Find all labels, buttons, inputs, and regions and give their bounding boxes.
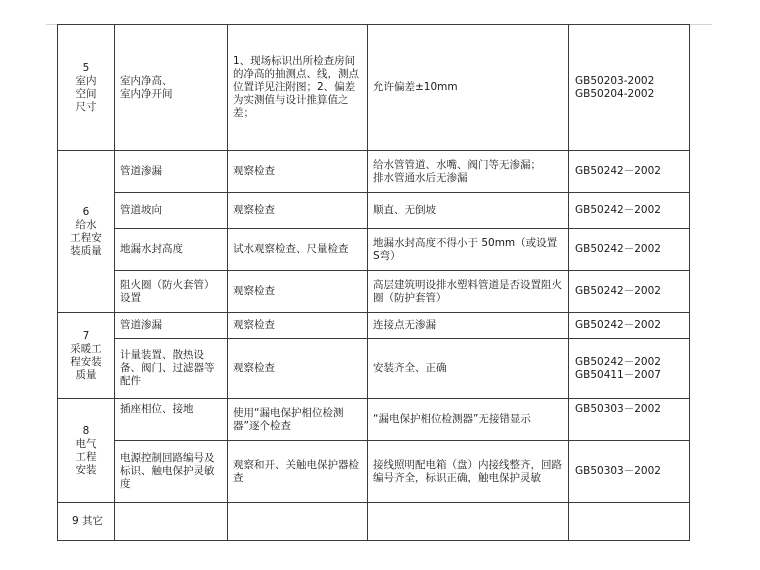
- category-label-line: 电气: [75, 437, 97, 450]
- category-label-line: 6: [82, 205, 90, 218]
- method-cell: [228, 503, 368, 541]
- table-row: [58, 399, 690, 441]
- method-cell: 观察检查: [228, 339, 368, 399]
- category-label-line: 工程安: [70, 231, 102, 244]
- inspection-table: [57, 24, 690, 541]
- standard-cell: [368, 503, 569, 541]
- code-cell: GB50242－2002: [569, 313, 690, 339]
- item-cell: 插座相位、接地: [115, 399, 228, 441]
- top-border-stub-right: [688, 24, 712, 25]
- standard-cell: 连接点无渗漏: [368, 313, 569, 339]
- category-label-line: 程安装: [70, 355, 102, 368]
- method-cell: 试水观察检查、尺量检查: [228, 229, 368, 271]
- category-cell: [58, 25, 115, 151]
- method-cell: 观察检查: [228, 271, 368, 313]
- item-cell: 管道渗漏: [115, 313, 228, 339]
- code-cell: GB50242－2002: [569, 193, 690, 229]
- table-row: [58, 229, 690, 271]
- table-row: [58, 271, 690, 313]
- table-row: [58, 25, 690, 151]
- code-cell: GB50242－2002: [569, 229, 690, 271]
- item-cell: 室内净高、 室内净开间: [115, 25, 228, 151]
- method-cell: 1、现场标识出所检查房间的净高的抽测点、线，测点位置详见注附图；2、偏差为实测值与设计推算值之差；: [228, 25, 368, 151]
- standard-cell: 高层建筑明设排水塑料管道是否设置阻火圈（防护套管）: [368, 271, 569, 313]
- category-cell: [58, 399, 115, 503]
- table-row: [58, 441, 690, 503]
- code-cell: [569, 503, 690, 541]
- category-label-line: 采暖工: [70, 342, 102, 355]
- category-label-line: 8: [82, 424, 90, 437]
- category-label-line: 尺寸: [75, 100, 97, 113]
- category-label-line: 工程: [75, 450, 97, 463]
- standard-cell: 给水管管道、水嘴、阀门等无渗漏； 排水管通水后无渗漏: [368, 151, 569, 193]
- category-label-line: 5: [82, 61, 90, 74]
- code-cell: GB50303－2002: [569, 399, 690, 441]
- standard-cell: 安装齐全、正确: [368, 339, 569, 399]
- category-label-line: 安装: [75, 463, 97, 476]
- method-cell: 观察检查: [228, 313, 368, 339]
- item-cell: 阻火圈（防火套管）设置: [115, 271, 228, 313]
- category-label-line: 质量: [75, 368, 97, 381]
- item-cell: 电源控制回路编号及标识、触电保护灵敏度: [115, 441, 228, 503]
- category-label-line: 室内: [75, 74, 97, 87]
- standard-cell: “漏电保护相位检测器”无接错显示: [368, 399, 569, 441]
- table-row: [58, 503, 690, 541]
- table-row: [58, 313, 690, 339]
- code-cell: GB50203-2002 GB50204-2002: [569, 25, 690, 151]
- item-cell: 管道坡向: [115, 193, 228, 229]
- method-cell: 观察检查: [228, 193, 368, 229]
- standard-cell: 接线照明配电箱（盘）内接线整齐，回路编号齐全，标识正确，触电保护灵敏: [368, 441, 569, 503]
- item-cell: 管道渗漏: [115, 151, 228, 193]
- category-label-line: 7: [82, 329, 90, 342]
- standard-cell: 顺直、无倒坡: [368, 193, 569, 229]
- method-cell: 观察检查: [228, 151, 368, 193]
- category-cell: [58, 151, 115, 313]
- code-cell: GB50242－2002 GB50411－2007: [569, 339, 690, 399]
- category-cell: 9 其它: [58, 503, 115, 541]
- item-cell: [115, 503, 228, 541]
- standard-cell: 允许偏差±10mm: [368, 25, 569, 151]
- category-label-line: 空间: [75, 87, 97, 100]
- category-label-line: 给水: [75, 218, 97, 231]
- method-cell: 观察和开、关触电保护器检查: [228, 441, 368, 503]
- method-cell: 使用“漏电保护相位检测器”逐个检查: [228, 399, 368, 441]
- code-cell: GB50242－2002: [569, 271, 690, 313]
- code-cell: GB50242－2002: [569, 151, 690, 193]
- table-row: [58, 339, 690, 399]
- item-cell: 计量装置、散热设备、阀门、过滤器等配件: [115, 339, 228, 399]
- table-row: [58, 151, 690, 193]
- category-label-line: 装质量: [70, 244, 102, 257]
- table-row: [58, 193, 690, 229]
- category-cell: [58, 313, 115, 399]
- item-cell: 地漏水封高度: [115, 229, 228, 271]
- standard-cell: 地漏水封高度不得小于 50mm（或设置S弯）: [368, 229, 569, 271]
- code-cell: GB50303－2002: [569, 441, 690, 503]
